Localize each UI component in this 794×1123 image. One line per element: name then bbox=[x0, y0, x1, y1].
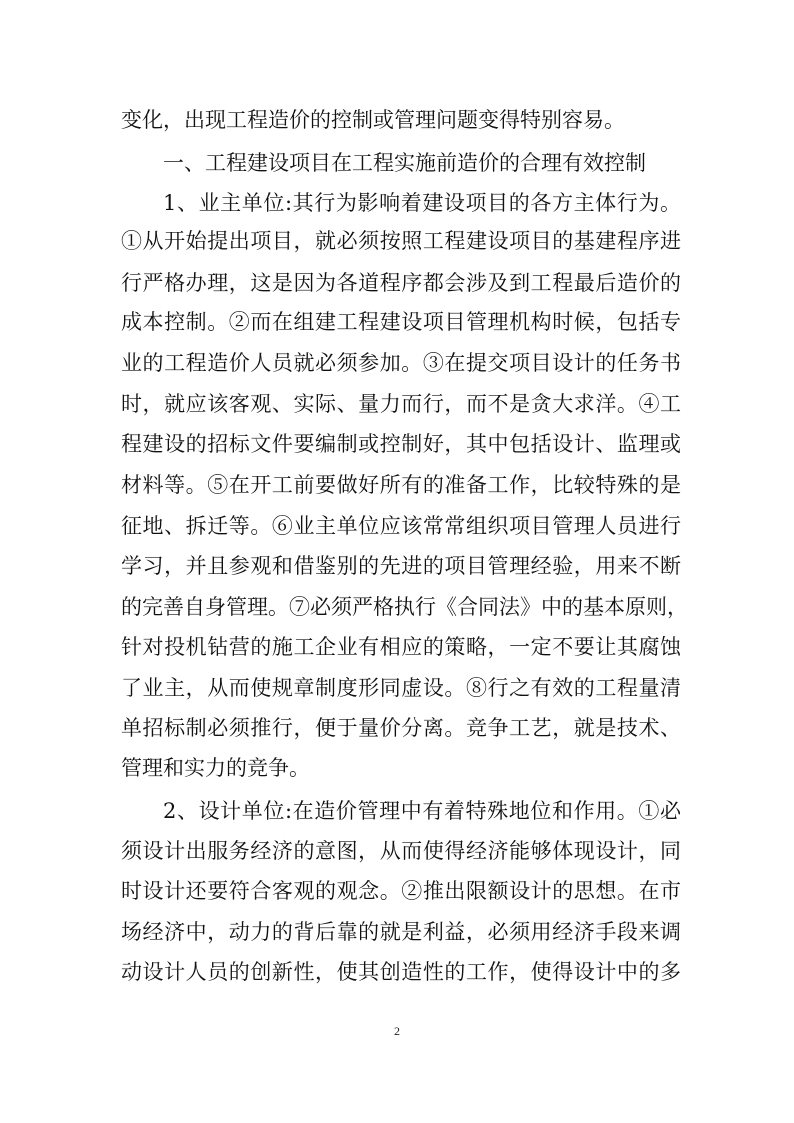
paragraph-line-12: 学习，并且参观和借鉴别的先进的项目管理经验，用来不断 bbox=[121, 554, 681, 578]
paragraph-line-4: ①从开始提出项目，就必须按照工程建设项目的基建程序进 bbox=[121, 229, 681, 253]
paragraph-line-11: 征地、拆迁等。⑥业主单位应该常常组织项目管理人员进行 bbox=[121, 514, 681, 538]
paragraph-line-8: 时，就应该客观、实际、量力而行，而不是贪大求洋。④工 bbox=[121, 392, 681, 416]
paragraph-line-22: 动设计人员的创新性，使其创造性的工作，使得设计中的多 bbox=[121, 960, 681, 984]
paragraph-line-21: 场经济中，动力的背后靠的就是利益，必须用经济手段来调 bbox=[121, 920, 681, 944]
paragraph-line-13: 的完善自身管理。⑦必须严格执行《合同法》中的基本原则， bbox=[121, 595, 688, 619]
paragraph-line-3: 1、业主单位:其行为影响着建设项目的各方主体行为。 bbox=[163, 191, 681, 215]
paragraph-line-17: 管理和实力的竞争。 bbox=[121, 756, 310, 780]
paragraph-line-18: 2、设计单位:在造价管理中有着特殊地位和作用。①必 bbox=[163, 799, 681, 823]
paragraph-line-19: 须设计出服务经济的意图，从而使得经济能够体现设计，同 bbox=[121, 839, 681, 863]
paragraph-line-15: 了业主，从而使规章制度形同虚设。⑧行之有效的工程量清 bbox=[121, 676, 681, 700]
paragraph-line-16: 单招标制必须推行，便于量价分离。竞争工艺，就是技术、 bbox=[121, 716, 681, 740]
paragraph-line-9: 程建设的招标文件要编制或控制好，其中包括设计、监理或 bbox=[121, 432, 681, 456]
paragraph-line-20: 时设计还要符合客观的观念。②推出限额设计的思想。在市 bbox=[121, 879, 681, 903]
paragraph-line-14: 针对投机钻营的施工企业有相应的策略，一定不要让其腐蚀 bbox=[121, 635, 681, 659]
paragraph-line-1: 变化，出现工程造价的控制或管理问题变得特别容易。 bbox=[121, 108, 625, 132]
paragraph-line-10: 材料等。⑤在开工前要做好所有的准备工作，比较特殊的是 bbox=[121, 473, 681, 497]
paragraph-line-6: 成本控制。②而在组建工程建设项目管理机构时候，包括专 bbox=[121, 310, 681, 334]
page-number: 2 bbox=[394, 1024, 400, 1038]
paragraph-line-5: 行严格办理，这是因为各道程序都会涉及到工程最后造价的 bbox=[121, 271, 681, 295]
section-heading: 一、工程建设项目在工程实施前造价的合理有效控制 bbox=[163, 151, 646, 175]
paragraph-line-7: 业的工程造价人员就必须参加。③在提交项目设计的任务书 bbox=[121, 351, 681, 375]
